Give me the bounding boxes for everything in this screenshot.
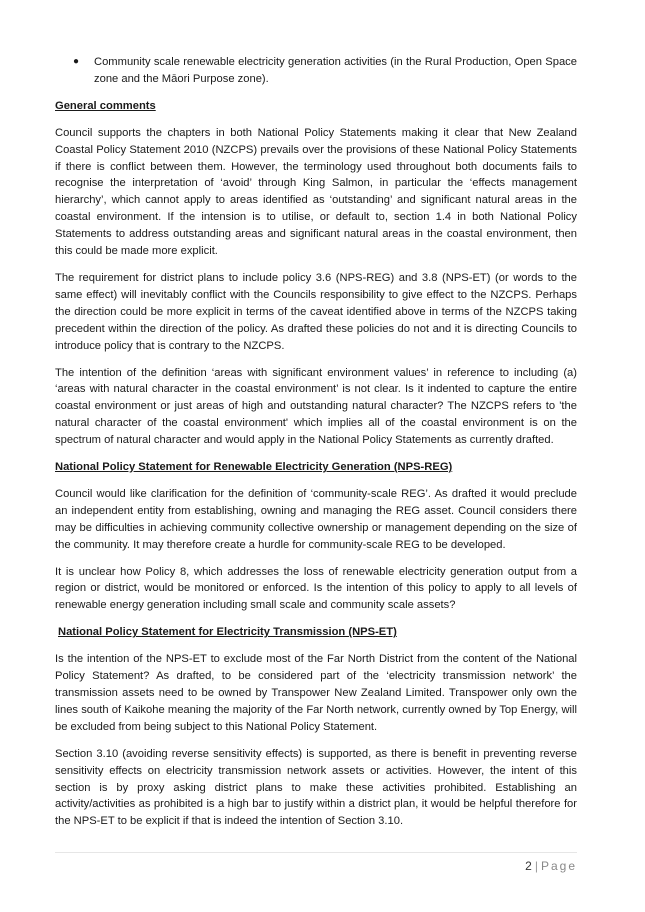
page-label: Page xyxy=(540,859,577,873)
page-separator: | xyxy=(534,859,538,873)
page-number: 2 xyxy=(525,859,532,873)
bullet-icon: ● xyxy=(73,56,80,67)
paragraph: Is the intention of the NPS-ET to exclude most of the Far North District from the content of the National Policy Statement? As drafted, to be considered part of the ‘electricity transmission network’ the transmission assets need to be owned by Transpower New Zealand Limited. Transpower only own the lines south of Kaikohe meaning the majority of the Far North network, currently owned by Top Energy, will be excluded from being subject to this National Policy Statement. xyxy=(55,653,577,733)
paragraph: It is unclear how Policy 8, which addresses the loss of renewable electricity generation output from a region or district, would be monitored or enforced. Is the intention of this policy to apply to all levels of renewable energy generation including small scale and community scale assets? xyxy=(55,565,577,612)
list-item xyxy=(55,54,577,88)
paragraph: Council supports the chapters in both National Policy Statements making it clear that New Zealand Coastal Policy Statement 2010 (NZCPS) prevails over the provisions of these National Policy Statements if there is conflict between them. However, the terminology used throughout both documents fails to recognise the interpretation of ‘avoid’ through King Salmon, in particular the ‘effects management hierarchy’, which cannot apply to areas identified as ‘outstanding’ and significant natural areas in the coastal environment. If the intension is to utilise, or default to, section 1.4 in both National Policy Statements to address outstanding areas and significant natural areas in the coastal environment, then this could be made more explicit. xyxy=(55,126,577,258)
paragraph: Section 3.10 (avoiding reverse sensitivity effects) is supported, as there is benefit in preventing reverse sensitivity effects on electricity transmission network assets or activities. However, the intent of this section is by proxy asking district plans to make these activities prohibited. Establishing an activity/activities as prohibited is a high bar to justify within a district plan, it would be helpful therefore for the NPS-ET to be explicit if that is indeed the intention of Section 3.10. xyxy=(55,747,577,828)
paragraph: Council would like clarification for the definition of ‘community-scale REG’. As drafted it would preclude an independent entity from establishing, owning and managing the REG asset. Council considers there may be difficulties in achieving community collective ownership or management depending on the size of the community. It may therefore create a hurdle for community-scale REG to be developed. xyxy=(55,487,577,551)
page-footer xyxy=(55,852,577,873)
section-heading-general-comments: General comments xyxy=(55,99,156,112)
section-heading-nps-et: National Policy Statement for Electricity Transmission (NPS-ET) xyxy=(58,626,397,639)
document-page xyxy=(55,50,577,840)
bullet-text: Community scale renewable electricity generation activities (in the Rural Production, Open Space zone and the Māori Purpose zone). xyxy=(94,56,577,85)
paragraph: The intention of the definition ‘areas with significant environment values’ in reference to including (a) ‘areas with natural character in the coastal environment’ is not clear. Is it indented to capture the entire coastal environment or just areas of high and outstanding natural character? The NZCPS refers to 'the natural character of the coastal environment' which implies all of the coastal environment is on the spectrum of natural character and would apply in the National Policy Statements as currently drafted. xyxy=(55,366,577,447)
section-heading-nps-reg: National Policy Statement for Renewable Electricity Generation (NPS-REG) xyxy=(55,461,453,474)
paragraph: The requirement for district plans to include policy 3.6 (NPS-REG) and 3.8 (NPS-ET) (or words to the same effect) will inevitably conflict with the Councils responsibility to give effect to the NZCPS. Perhaps the direction could be more explicit in terms of the caveat identified above in terms of the NZCPS taking precedent within the direction of the policy. As drafted these policies do not and it is directing Councils to introduce policy that is contrary to the NZCPS. xyxy=(55,271,577,352)
